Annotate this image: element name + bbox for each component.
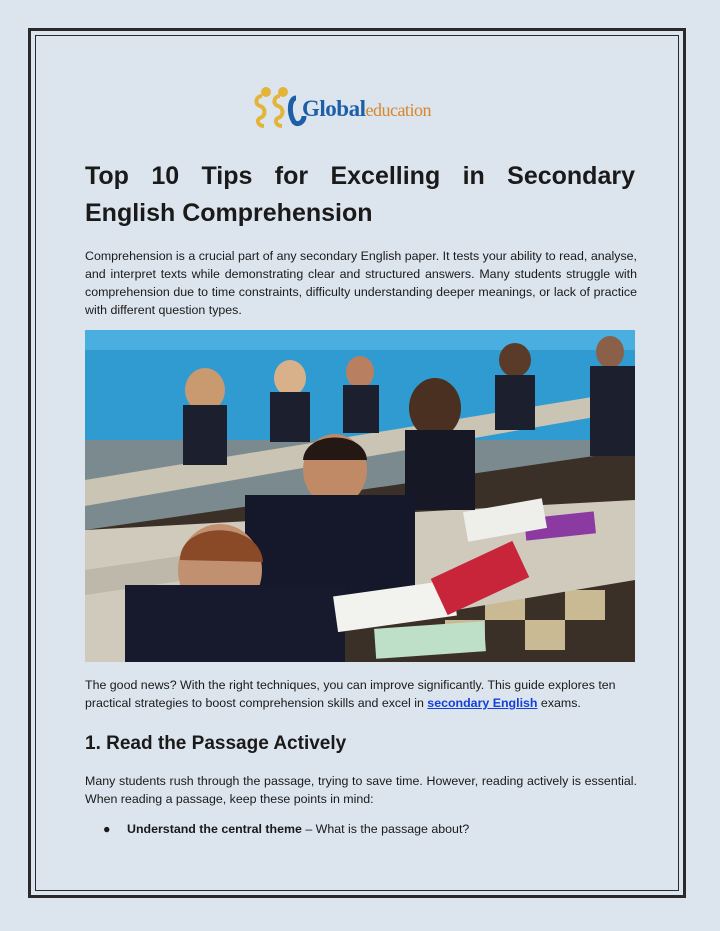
logo-text — [302, 96, 431, 122]
logo-text-secondary: education — [365, 100, 431, 120]
good-news-text: The good news? With the right techniques, you can improve significantly. This guide explores ten practical strategies to boost comprehension skills and excel in — [85, 678, 616, 710]
secondary-english-link[interactable]: secondary English — [427, 696, 538, 710]
section-heading: 1. Read the Passage Actively — [85, 733, 347, 754]
list-item — [103, 820, 469, 838]
bullet-dot-icon: ● — [103, 822, 111, 836]
logo-text-primary: Global — [302, 96, 366, 121]
logo-figures-icon — [252, 82, 308, 138]
article-title: Top 10 Tips for Excelling in Secondary English Comprehension — [85, 162, 635, 227]
intro-paragraph: Comprehension is a crucial part of any secondary English paper. It tests your ability to read, analyse, and interpret texts while demonstrating clear and structured answers. Many students struggle with comprehension due to time constraints, difficulty understanding deeper meanings, or lack of practice with different question types. — [85, 249, 637, 317]
section-body: Many students rush through the passage, trying to save time. However, reading actively is essential. When reading a passage, keep these points in mind: — [85, 774, 637, 806]
global-education-logo — [252, 82, 436, 138]
classroom-photo — [85, 330, 635, 662]
bullet-rest-text: – What is the passage about? — [301, 822, 470, 836]
good-news-text-end: exams. — [537, 696, 581, 710]
good-news-paragraph — [85, 676, 637, 712]
bullet-bold-text: Understand the central theme — [127, 822, 302, 836]
